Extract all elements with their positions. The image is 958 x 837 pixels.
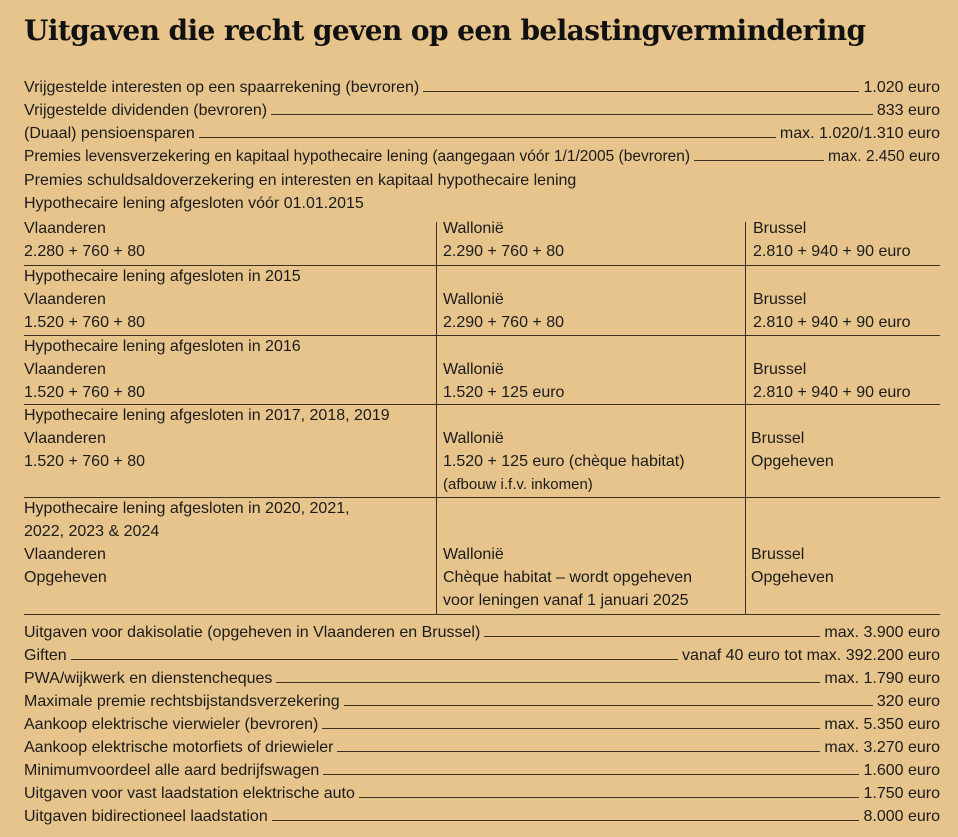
region-name: Brussel	[751, 546, 805, 563]
item-row	[24, 74, 940, 97]
dotted-leader	[484, 636, 820, 637]
page-title: Uitgaven die recht geven op een belastingvermindering	[24, 14, 866, 47]
cell-wallonie	[443, 217, 564, 263]
region-name: Vlaanderen	[24, 546, 106, 563]
block-heading: Hypothecaire lening afgesloten in 2016	[24, 338, 301, 355]
item-label: (Duaal) pensioensparen	[24, 125, 195, 142]
item-row	[24, 97, 940, 120]
region-name: Vlaanderen	[24, 361, 106, 378]
cell-brussel	[753, 217, 910, 263]
cell-vlaanderen	[24, 217, 145, 263]
cell-brussel	[751, 427, 834, 473]
cell-brussel	[753, 358, 910, 404]
item-label: Maximale premie rechtsbijstandsverzekering	[24, 693, 340, 710]
item-label: Uitgaven bidirectioneel laadstation	[24, 808, 268, 825]
cell-wallonie	[443, 288, 564, 334]
cell-wallonie	[443, 543, 692, 612]
region-value: Chèque habitat – wordt opgeheven	[443, 569, 693, 586]
region-value: 2.290 + 760 + 80	[443, 243, 564, 260]
block-heading: Hypothecaire lening afgesloten vóór 01.01.2015	[24, 195, 364, 212]
item-value: max. 3.270 euro	[824, 739, 940, 756]
item-value: vanaf 40 euro tot max. 392.200 euro	[682, 647, 940, 664]
item-label: PWA/wijkwerk en dienstencheques	[24, 670, 273, 687]
item-row	[24, 688, 940, 711]
dotted-leader	[344, 705, 873, 706]
item-label: Giften	[24, 647, 67, 664]
column-separator	[436, 222, 437, 614]
region-value: 2.290 + 760 + 80	[443, 314, 564, 331]
region-name: Vlaanderen	[24, 291, 106, 308]
item-label: Vrijgestelde interesten op een spaarrekening (bevroren)	[24, 79, 420, 96]
item-label: Aankoop elektrische motorfiets of driewieler	[24, 739, 334, 756]
dotted-leader	[337, 751, 820, 752]
region-value: 2.280 + 760 + 80	[24, 243, 145, 260]
region-value: 2.810 + 940 + 90 euro	[753, 384, 911, 401]
item-row	[24, 665, 940, 688]
dotted-leader	[271, 114, 873, 115]
region-value: 1.520 + 760 + 80	[24, 314, 145, 331]
dotted-leader	[323, 774, 859, 775]
cell-vlaanderen	[24, 404, 390, 473]
cell-brussel	[753, 288, 910, 334]
block-heading: Hypothecaire lening afgesloten in 2017, 2018, 2019	[24, 407, 390, 424]
region-name: Wallonië	[443, 220, 504, 237]
item-row	[24, 711, 940, 734]
region-name: Brussel	[751, 430, 805, 447]
region-note: (afbouw i.f.v. inkomen)	[443, 476, 593, 493]
item-value: max. 2.450 euro	[827, 148, 940, 165]
region-name: Vlaanderen	[24, 430, 106, 447]
divider	[24, 614, 940, 615]
region-value: Opgeheven	[751, 453, 834, 470]
cell-brussel	[751, 543, 834, 589]
item-value: 1.600 euro	[863, 762, 940, 779]
dotted-leader	[322, 728, 820, 729]
item-label: Vrijgestelde dividenden (bevroren)	[24, 102, 268, 119]
region-name: Wallonië	[443, 430, 504, 447]
item-row	[24, 803, 940, 826]
item-row	[24, 734, 940, 757]
region-name: Brussel	[753, 220, 807, 237]
item-value: max. 3.900 euro	[824, 624, 940, 641]
item-value: max. 1.790 euro	[824, 670, 940, 687]
cell-wallonie	[443, 427, 685, 496]
item-row	[24, 120, 940, 143]
item-row	[24, 619, 940, 642]
block-heading: Hypothecaire lening afgesloten in 2015	[24, 268, 301, 285]
region-name: Vlaanderen	[24, 220, 106, 237]
region-name: Wallonië	[443, 361, 504, 378]
item-label: Minimumvoordeel alle aard bedrijfswagen	[24, 762, 320, 779]
item-row	[24, 642, 940, 665]
region-value: 1.520 + 760 + 80	[24, 384, 145, 401]
dotted-leader	[694, 160, 824, 161]
region-name: Brussel	[753, 361, 807, 378]
block-heading: 2022, 2023 & 2024	[24, 523, 160, 540]
cell-wallonie	[443, 358, 564, 404]
item-value: max. 1.020/1.310 euro	[779, 125, 940, 142]
region-value: 2.810 + 940 + 90 euro	[753, 243, 911, 260]
block-heading: Hypothecaire lening afgesloten in 2020, 2021,	[24, 500, 350, 517]
region-value: Opgeheven	[751, 569, 834, 586]
region-value: voor leningen vanaf 1 januari 2025	[443, 592, 689, 609]
item-value: 833 euro	[876, 102, 940, 119]
item-value: 320 euro	[876, 693, 940, 710]
region-value: 1.520 + 125 euro	[443, 384, 565, 401]
cell-vlaanderen	[24, 497, 350, 589]
item-row	[24, 143, 940, 166]
item-value: 8.000 euro	[863, 808, 940, 825]
item-row	[24, 780, 940, 803]
cell-vlaanderen	[24, 265, 301, 334]
dotted-leader	[272, 820, 860, 821]
region-name: Wallonië	[443, 291, 504, 308]
region-name: Brussel	[753, 291, 807, 308]
region-value: Opgeheven	[24, 569, 107, 586]
item-value: max. 5.350 euro	[824, 716, 940, 733]
dotted-leader	[359, 797, 860, 798]
dotted-leader	[199, 137, 776, 138]
item-value: 1.020 euro	[863, 79, 940, 96]
item-row	[24, 757, 940, 780]
dotted-leader	[423, 91, 859, 92]
region-name: Wallonië	[443, 546, 504, 563]
item-label: Uitgaven voor vast laadstation elektrische auto	[24, 785, 355, 802]
item-label: Uitgaven voor dakisolatie (opgeheven in Vlaanderen en Brussel)	[24, 624, 481, 641]
cell-vlaanderen	[24, 335, 301, 404]
region-value: 2.810 + 940 + 90 euro	[753, 314, 911, 331]
mortgage-section-heading: Premies schuldsaldoverzekering en interesten en kapitaal hypothecaire lening	[24, 172, 577, 189]
region-value: 1.520 + 125 euro (chèque habitat)	[443, 453, 685, 470]
column-separator	[745, 222, 746, 614]
item-label: Premies levensverzekering en kapitaal hypothecaire lening (aangegaan vóór 1/1/2005 (bevroren)	[24, 148, 691, 165]
dotted-leader	[71, 659, 678, 660]
dotted-leader	[276, 682, 820, 683]
item-label: Aankoop elektrische vierwieler (bevroren)	[24, 716, 319, 733]
item-value: 1.750 euro	[863, 785, 940, 802]
region-value: 1.520 + 760 + 80	[24, 453, 145, 470]
